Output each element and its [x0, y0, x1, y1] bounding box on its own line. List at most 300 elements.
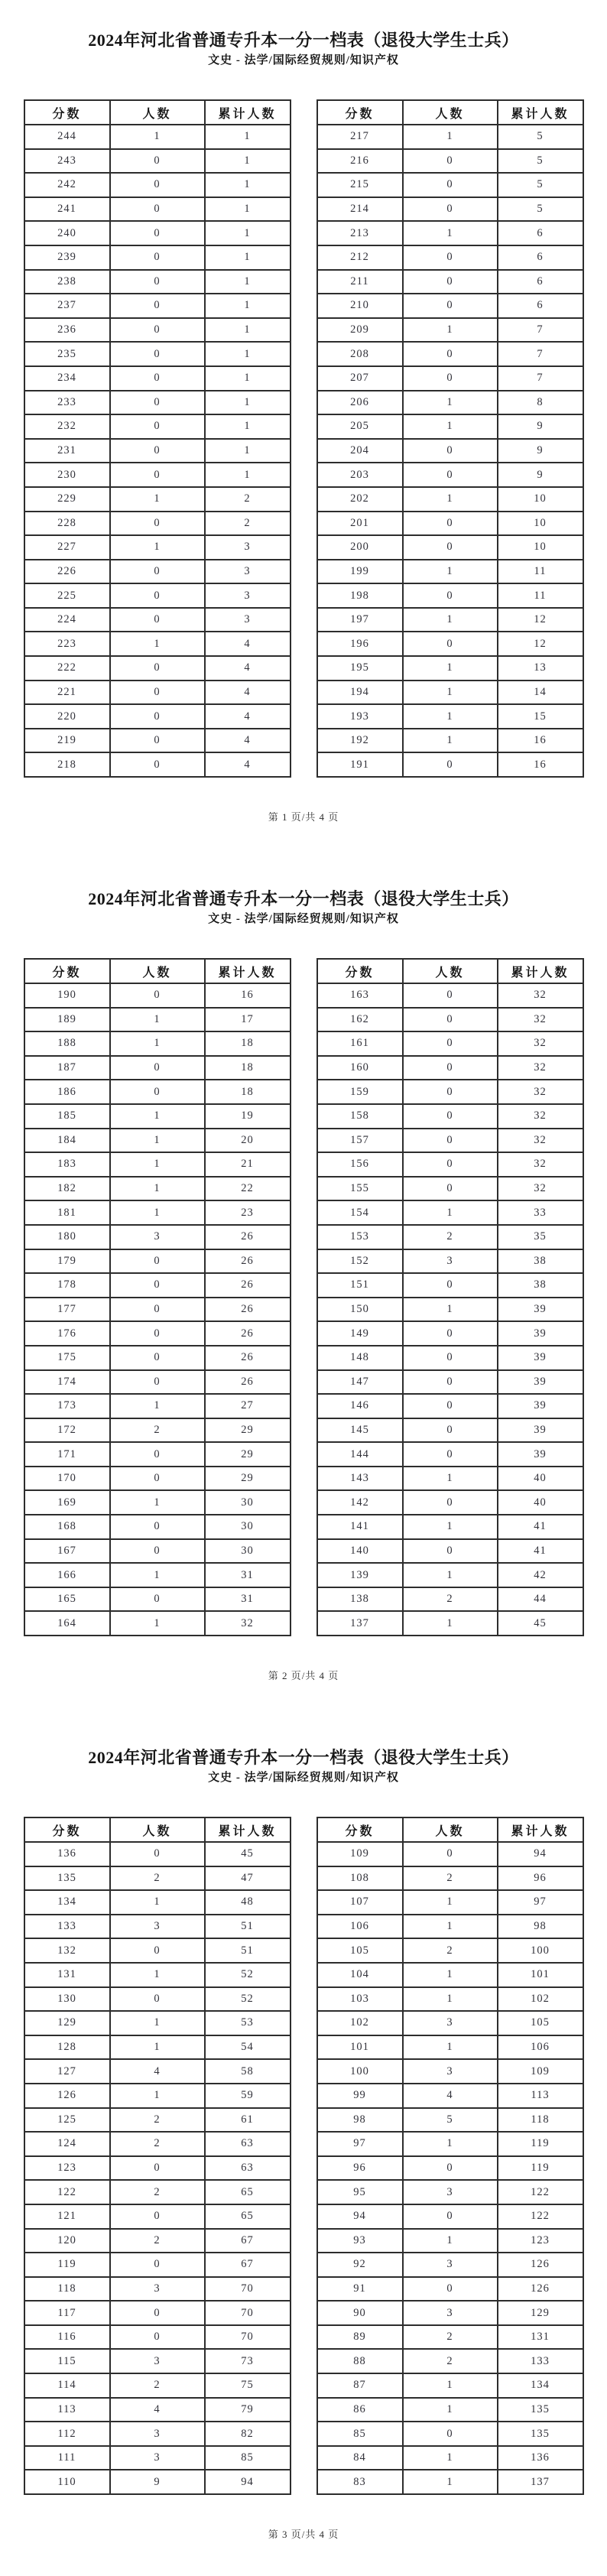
- score-cell: 84: [317, 2446, 403, 2470]
- cumulative-cell: 97: [498, 1890, 583, 1915]
- count-cell: 0: [403, 583, 498, 608]
- table-row: [317, 463, 583, 487]
- score-cell: 185: [24, 1104, 110, 1129]
- cumulative-cell: 15: [498, 704, 583, 729]
- cumulative-cell: 6: [498, 221, 583, 245]
- score-cell: 149: [317, 1321, 403, 1346]
- table-row: [24, 2132, 291, 2156]
- score-table-left: [24, 99, 291, 778]
- score-cell: 192: [317, 729, 403, 753]
- count-cell: 3: [110, 1225, 205, 1249]
- cumulative-cell: 19: [205, 1104, 291, 1129]
- table-row: [317, 245, 583, 270]
- score-cell: 175: [24, 1346, 110, 1370]
- score-cell: 150: [317, 1298, 403, 1322]
- cumulative-cell: 38: [498, 1273, 583, 1298]
- table-row: [24, 463, 291, 487]
- table-row: [24, 197, 291, 222]
- count-cell: 1: [110, 632, 205, 656]
- count-cell: 0: [110, 512, 205, 536]
- count-cell: 1: [403, 318, 498, 343]
- score-cell: 104: [317, 1963, 403, 1987]
- cumulative-cell: 26: [205, 1225, 291, 1249]
- table-row: [24, 2446, 291, 2470]
- header-row: [317, 1817, 583, 1842]
- score-cell: 176: [24, 1321, 110, 1346]
- score-cell: 101: [317, 2035, 403, 2060]
- cumulative-cell: 1: [205, 149, 291, 174]
- count-cell: 0: [403, 1152, 498, 1177]
- cumulative-cell: 32: [498, 1152, 583, 1177]
- score-cell: 131: [24, 1963, 110, 1987]
- table-row: [317, 583, 583, 608]
- table-row: [24, 1177, 291, 1201]
- cumulative-cell: 10: [498, 535, 583, 560]
- score-cell: 107: [317, 1890, 403, 1915]
- score-cell: 196: [317, 632, 403, 656]
- table-row: [24, 1418, 291, 1443]
- cumulative-cell: 122: [498, 2204, 583, 2229]
- count-cell: 3: [110, 2349, 205, 2373]
- cumulative-cell: 7: [498, 342, 583, 366]
- cumulative-cell: 1: [205, 173, 291, 197]
- cumulative-cell: 9: [498, 414, 583, 439]
- cumulative-cell: 16: [205, 983, 291, 1008]
- table-row: [24, 1104, 291, 1129]
- score-cell: 129: [24, 2011, 110, 2035]
- score-cell: 148: [317, 1346, 403, 1370]
- cumulative-cell: 42: [498, 1563, 583, 1587]
- table-row: [24, 1915, 291, 1939]
- count-cell: 5: [403, 2108, 498, 2133]
- count-cell: 1: [403, 2035, 498, 2060]
- table-row: [317, 1394, 583, 1418]
- header-row: [24, 1817, 291, 1842]
- count-cell: 2: [110, 1418, 205, 1443]
- cumulative-cell: 39: [498, 1298, 583, 1322]
- table-row: [24, 2325, 291, 2350]
- cumulative-cell: 35: [498, 1225, 583, 1249]
- count-cell: 1: [403, 2446, 498, 2470]
- cumulative-cell: 119: [498, 2156, 583, 2181]
- count-cell: 3: [403, 2011, 498, 2035]
- count-cell: 3: [403, 2301, 498, 2325]
- count-cell: 0: [110, 2325, 205, 2350]
- cumulative-cell: 32: [498, 1177, 583, 1201]
- table-row: [24, 1298, 291, 1322]
- table-row: [317, 149, 583, 174]
- table-row: [24, 2253, 291, 2277]
- score-cell: 239: [24, 245, 110, 270]
- count-cell: 0: [110, 1842, 205, 1866]
- cumulative-cell: 4: [205, 729, 291, 753]
- table-row: [24, 1866, 291, 1891]
- column-header-count: 人数: [110, 1817, 205, 1842]
- table-row: [317, 414, 583, 439]
- score-cell: 227: [24, 535, 110, 560]
- table-row: [24, 1515, 291, 1539]
- count-cell: 0: [110, 1298, 205, 1322]
- count-cell: 1: [403, 2470, 498, 2494]
- cumulative-cell: 52: [205, 1987, 291, 2012]
- cumulative-cell: 48: [205, 1890, 291, 1915]
- cumulative-cell: 10: [498, 487, 583, 512]
- count-cell: 0: [110, 1515, 205, 1539]
- cumulative-cell: 10: [498, 512, 583, 536]
- count-cell: 0: [110, 366, 205, 391]
- count-cell: 1: [110, 1152, 205, 1177]
- score-cell: 164: [24, 1611, 110, 1636]
- score-cell: 189: [24, 1008, 110, 1032]
- table-row: [317, 2204, 583, 2229]
- cumulative-cell: 29: [205, 1442, 291, 1467]
- score-cell: 205: [317, 414, 403, 439]
- count-cell: 0: [110, 1587, 205, 1612]
- score-cell: 125: [24, 2108, 110, 2133]
- count-cell: 0: [110, 1938, 205, 1963]
- table-row: [24, 1890, 291, 1915]
- cumulative-cell: 16: [498, 752, 583, 777]
- cumulative-cell: 26: [205, 1249, 291, 1274]
- cumulative-cell: 1: [205, 463, 291, 487]
- page-1: [0, 0, 607, 859]
- table-row: [317, 1987, 583, 2012]
- cumulative-cell: 135: [498, 2398, 583, 2422]
- score-cell: 199: [317, 560, 403, 584]
- table-row: [317, 2253, 583, 2277]
- score-cell: 128: [24, 2035, 110, 2060]
- cumulative-cell: 85: [205, 2446, 291, 2470]
- count-cell: 0: [403, 270, 498, 294]
- score-cell: 119: [24, 2253, 110, 2277]
- score-cell: 95: [317, 2180, 403, 2204]
- cumulative-cell: 32: [498, 1056, 583, 1080]
- score-cell: 127: [24, 2059, 110, 2084]
- count-cell: 0: [403, 983, 498, 1008]
- cumulative-cell: 67: [205, 2229, 291, 2253]
- table-row: [317, 535, 583, 560]
- table-row: [24, 1394, 291, 1418]
- count-cell: 0: [403, 1008, 498, 1032]
- count-cell: 4: [110, 2059, 205, 2084]
- cumulative-cell: 20: [205, 1129, 291, 1153]
- table-row: [317, 366, 583, 391]
- cumulative-cell: 2: [205, 487, 291, 512]
- cumulative-cell: 4: [205, 681, 291, 705]
- cumulative-cell: 40: [498, 1490, 583, 1515]
- count-cell: 0: [403, 1346, 498, 1370]
- count-cell: 1: [403, 487, 498, 512]
- cumulative-cell: 123: [498, 2229, 583, 2253]
- table-row: [317, 1104, 583, 1129]
- count-cell: 0: [403, 1490, 498, 1515]
- table-row: [317, 560, 583, 584]
- table-row: [24, 342, 291, 366]
- score-cell: 181: [24, 1200, 110, 1225]
- table-row: [317, 1370, 583, 1395]
- score-cell: 124: [24, 2132, 110, 2156]
- table-row: [317, 1938, 583, 1963]
- count-cell: 0: [403, 1442, 498, 1467]
- cumulative-cell: 41: [498, 1539, 583, 1564]
- cumulative-cell: 21: [205, 1152, 291, 1177]
- score-cell: 114: [24, 2373, 110, 2398]
- table-row: [24, 1938, 291, 1963]
- count-cell: 0: [403, 197, 498, 222]
- count-cell: 1: [403, 560, 498, 584]
- count-cell: 0: [110, 583, 205, 608]
- table-row: [317, 1200, 583, 1225]
- count-cell: 1: [110, 1890, 205, 1915]
- count-cell: 0: [110, 1987, 205, 2012]
- table-row: [24, 294, 291, 318]
- column-header-cumulative: 累计人数: [205, 1817, 291, 1842]
- count-cell: 1: [110, 1394, 205, 1418]
- header-row: [24, 100, 291, 125]
- count-cell: 1: [403, 2398, 498, 2422]
- score-cell: 85: [317, 2422, 403, 2446]
- table-row: [24, 2277, 291, 2302]
- count-cell: 1: [403, 221, 498, 245]
- score-cell: 231: [24, 439, 110, 463]
- table-row: [317, 2180, 583, 2204]
- cumulative-cell: 1: [205, 245, 291, 270]
- cumulative-cell: 136: [498, 2446, 583, 2470]
- cumulative-cell: 6: [498, 294, 583, 318]
- score-cell: 173: [24, 1394, 110, 1418]
- score-cell: 139: [317, 1563, 403, 1587]
- column-header-score: 分数: [317, 100, 403, 125]
- cumulative-cell: 30: [205, 1490, 291, 1515]
- cumulative-cell: 63: [205, 2132, 291, 2156]
- count-cell: 1: [110, 1563, 205, 1587]
- cumulative-cell: 11: [498, 560, 583, 584]
- cumulative-cell: 118: [498, 2108, 583, 2133]
- table-row: [317, 1129, 583, 1153]
- score-cell: 153: [317, 1225, 403, 1249]
- header-row: [317, 100, 583, 125]
- count-cell: 1: [403, 608, 498, 632]
- cumulative-cell: 13: [498, 656, 583, 681]
- column-header-cumulative: 累计人数: [498, 100, 583, 125]
- score-cell: 111: [24, 2446, 110, 2470]
- count-cell: 0: [403, 2204, 498, 2229]
- score-cell: 158: [317, 1104, 403, 1129]
- score-cell: 161: [317, 1031, 403, 1056]
- column-header-cumulative: 累计人数: [498, 1817, 583, 1842]
- score-cell: 234: [24, 366, 110, 391]
- score-cell: 147: [317, 1370, 403, 1395]
- table-row: [24, 2398, 291, 2422]
- count-cell: 0: [403, 632, 498, 656]
- count-cell: 0: [403, 1321, 498, 1346]
- cumulative-cell: 22: [205, 1177, 291, 1201]
- score-cell: 217: [317, 125, 403, 149]
- score-cell: 200: [317, 535, 403, 560]
- count-cell: 1: [403, 2373, 498, 2398]
- score-cell: 160: [317, 1056, 403, 1080]
- score-cell: 235: [24, 342, 110, 366]
- cumulative-cell: 44: [498, 1587, 583, 1612]
- count-cell: 0: [403, 1394, 498, 1418]
- score-cell: 188: [24, 1031, 110, 1056]
- table-row: [317, 1467, 583, 1491]
- score-cell: 221: [24, 681, 110, 705]
- count-cell: 0: [403, 1056, 498, 1080]
- score-cell: 145: [317, 1418, 403, 1443]
- cumulative-cell: 52: [205, 1963, 291, 1987]
- table-row: [24, 608, 291, 632]
- table-row: [317, 2422, 583, 2446]
- page-footer: 第 3 页/共 4 页: [268, 2529, 339, 2540]
- cumulative-cell: 126: [498, 2277, 583, 2302]
- table-row: [24, 1273, 291, 1298]
- table-row: [317, 2132, 583, 2156]
- count-cell: 3: [403, 2253, 498, 2277]
- table-row: [24, 2422, 291, 2446]
- cumulative-cell: 39: [498, 1442, 583, 1467]
- count-cell: 1: [403, 704, 498, 729]
- table-row: [24, 270, 291, 294]
- cumulative-cell: 23: [205, 1200, 291, 1225]
- table-row: [317, 681, 583, 705]
- count-cell: 2: [110, 2180, 205, 2204]
- score-cell: 99: [317, 2084, 403, 2108]
- count-cell: 2: [403, 1587, 498, 1612]
- count-cell: 1: [403, 729, 498, 753]
- count-cell: 0: [110, 1080, 205, 1104]
- cumulative-cell: 39: [498, 1321, 583, 1346]
- score-cell: 135: [24, 1866, 110, 1891]
- score-cell: 93: [317, 2229, 403, 2253]
- table-row: [24, 149, 291, 174]
- table-row: [24, 2229, 291, 2253]
- table-row: [24, 535, 291, 560]
- table-row: [317, 487, 583, 512]
- cumulative-cell: 101: [498, 1963, 583, 1987]
- table-row: [24, 2204, 291, 2229]
- table-row: [317, 1442, 583, 1467]
- table-row: [317, 2156, 583, 2181]
- cumulative-cell: 3: [205, 560, 291, 584]
- cumulative-cell: 12: [498, 632, 583, 656]
- cumulative-cell: 73: [205, 2349, 291, 2373]
- table-row: [317, 2011, 583, 2035]
- count-cell: 0: [403, 1418, 498, 1443]
- count-cell: 0: [110, 1370, 205, 1395]
- count-cell: 0: [110, 2301, 205, 2325]
- cumulative-cell: 29: [205, 1467, 291, 1491]
- cumulative-cell: 100: [498, 1938, 583, 1963]
- table-row: [317, 125, 583, 149]
- count-cell: 0: [403, 2422, 498, 2446]
- score-cell: 109: [317, 1842, 403, 1866]
- count-cell: 1: [110, 535, 205, 560]
- score-cell: 103: [317, 1987, 403, 2012]
- cumulative-cell: 32: [498, 1031, 583, 1056]
- cumulative-cell: 39: [498, 1346, 583, 1370]
- cumulative-cell: 2: [205, 512, 291, 536]
- table-row: [24, 983, 291, 1008]
- count-cell: 0: [110, 149, 205, 174]
- count-cell: 1: [403, 681, 498, 705]
- table-row: [317, 294, 583, 318]
- count-cell: 2: [110, 2132, 205, 2156]
- count-cell: 1: [403, 2229, 498, 2253]
- score-cell: 113: [24, 2398, 110, 2422]
- count-cell: 3: [403, 2059, 498, 2084]
- table-row: [317, 512, 583, 536]
- score-cell: 225: [24, 583, 110, 608]
- table-row: [317, 729, 583, 753]
- cumulative-cell: 17: [205, 1008, 291, 1032]
- table-row: [24, 221, 291, 245]
- cumulative-cell: 12: [498, 608, 583, 632]
- table-row: [317, 197, 583, 222]
- cumulative-cell: 26: [205, 1273, 291, 1298]
- count-cell: 0: [110, 197, 205, 222]
- count-cell: 1: [403, 125, 498, 149]
- score-cell: 228: [24, 512, 110, 536]
- count-cell: 0: [110, 1056, 205, 1080]
- table-row: [24, 752, 291, 777]
- table-row: [317, 1177, 583, 1201]
- count-cell: 0: [403, 1370, 498, 1395]
- cumulative-cell: 18: [205, 1080, 291, 1104]
- score-cell: 167: [24, 1539, 110, 1564]
- count-cell: 0: [110, 983, 205, 1008]
- cumulative-cell: 31: [205, 1587, 291, 1612]
- cumulative-cell: 79: [205, 2398, 291, 2422]
- table-row: [24, 1129, 291, 1153]
- score-table-right: [316, 958, 584, 1636]
- score-cell: 143: [317, 1467, 403, 1491]
- count-cell: 1: [110, 2011, 205, 2035]
- count-cell: 0: [403, 1031, 498, 1056]
- count-cell: 2: [110, 2229, 205, 2253]
- score-cell: 118: [24, 2277, 110, 2302]
- page-3: [0, 1717, 607, 2576]
- score-cell: 112: [24, 2422, 110, 2446]
- score-cell: 88: [317, 2349, 403, 2373]
- cumulative-cell: 3: [205, 535, 291, 560]
- score-cell: 98: [317, 2108, 403, 2133]
- table-row: [24, 2470, 291, 2494]
- score-cell: 211: [317, 270, 403, 294]
- count-cell: 0: [110, 414, 205, 439]
- score-cell: 120: [24, 2229, 110, 2253]
- cumulative-cell: 39: [498, 1418, 583, 1443]
- score-cell: 198: [317, 583, 403, 608]
- score-table-right: [316, 1817, 584, 2495]
- table-row: [24, 1611, 291, 1636]
- table-row: [317, 1611, 583, 1636]
- table-row: [24, 2301, 291, 2325]
- page-subtitle: 文史 - 法学/国际经贸规则/知识产权: [208, 54, 399, 67]
- score-cell: 86: [317, 2398, 403, 2422]
- count-cell: 0: [110, 729, 205, 753]
- count-cell: 0: [110, 560, 205, 584]
- score-cell: 197: [317, 608, 403, 632]
- table-row: [317, 1321, 583, 1346]
- table-row: [24, 173, 291, 197]
- cumulative-cell: 47: [205, 1866, 291, 1891]
- cumulative-cell: 16: [498, 729, 583, 753]
- cumulative-cell: 41: [498, 1515, 583, 1539]
- count-cell: 0: [403, 512, 498, 536]
- cumulative-cell: 32: [498, 1129, 583, 1153]
- count-cell: 9: [110, 2470, 205, 2494]
